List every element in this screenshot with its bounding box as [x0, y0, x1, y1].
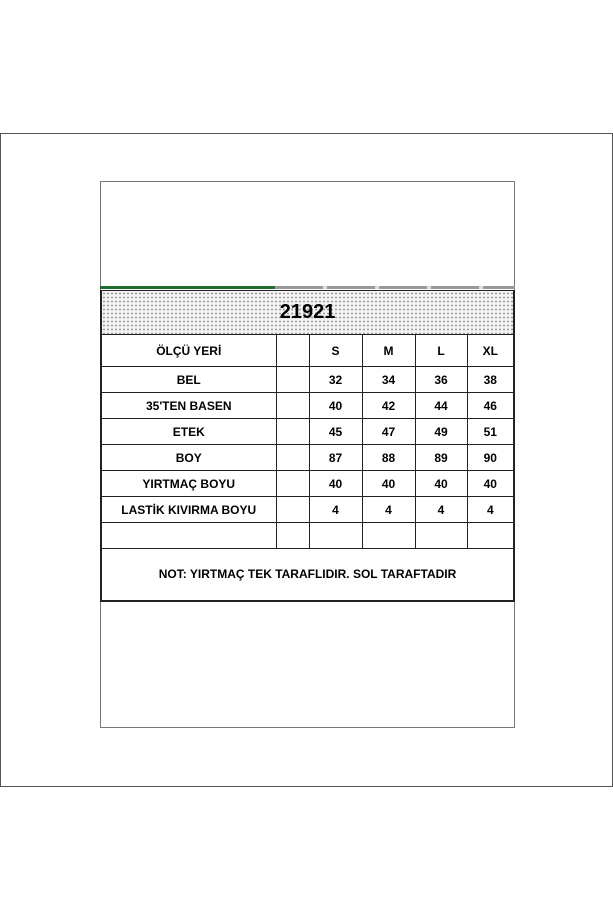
header-size-l: L	[415, 335, 467, 367]
table-row	[101, 393, 514, 419]
blank-cell	[276, 497, 309, 523]
grey-strip	[275, 286, 515, 289]
value-cell: 40	[309, 393, 362, 419]
product-code-title: 21921	[101, 291, 514, 335]
blank-cell	[276, 419, 309, 445]
value-cell: 40	[415, 471, 467, 497]
value-cell: 40	[467, 471, 514, 497]
table-row	[101, 497, 514, 523]
value-cell: 46	[467, 393, 514, 419]
empty-cell	[415, 523, 467, 549]
title-row	[101, 291, 514, 335]
row-label: BEL	[101, 367, 276, 393]
blank-cell	[276, 445, 309, 471]
value-cell: 45	[309, 419, 362, 445]
value-cell: 40	[309, 471, 362, 497]
value-cell: 42	[362, 393, 415, 419]
header-row	[101, 335, 514, 367]
size-table	[100, 290, 515, 602]
empty-cell	[467, 523, 514, 549]
header-blank-cell	[276, 335, 309, 367]
value-cell: 89	[415, 445, 467, 471]
empty-cell	[101, 523, 276, 549]
header-label-cell: ÖLÇÜ YERİ	[101, 335, 276, 367]
value-cell: 51	[467, 419, 514, 445]
value-cell: 90	[467, 445, 514, 471]
note-row	[101, 549, 514, 601]
table-row	[101, 471, 514, 497]
value-cell: 38	[467, 367, 514, 393]
row-label: ETEK	[101, 419, 276, 445]
value-cell: 47	[362, 419, 415, 445]
value-cell: 40	[362, 471, 415, 497]
value-cell: 4	[362, 497, 415, 523]
empty-cell	[309, 523, 362, 549]
row-label: 35'TEN BASEN	[101, 393, 276, 419]
header-size-m: M	[362, 335, 415, 367]
value-cell: 34	[362, 367, 415, 393]
row-label: YIRTMAÇ BOYU	[101, 471, 276, 497]
empty-row	[101, 523, 514, 549]
value-cell: 32	[309, 367, 362, 393]
row-label: BOY	[101, 445, 276, 471]
table-row	[101, 367, 514, 393]
header-size-xl: XL	[467, 335, 514, 367]
header-size-s: S	[309, 335, 362, 367]
value-cell: 49	[415, 419, 467, 445]
blank-cell	[276, 393, 309, 419]
table-row	[101, 419, 514, 445]
empty-cell	[362, 523, 415, 549]
blank-cell	[276, 367, 309, 393]
blank-cell	[276, 471, 309, 497]
green-strip	[100, 286, 275, 289]
table-row	[101, 445, 514, 471]
value-cell: 44	[415, 393, 467, 419]
value-cell: 36	[415, 367, 467, 393]
value-cell: 4	[467, 497, 514, 523]
value-cell: 88	[362, 445, 415, 471]
note-text: NOT: YIRTMAÇ TEK TARAFLIDIR. SOL TARAFTADIR	[101, 549, 514, 601]
value-cell: 87	[309, 445, 362, 471]
row-label: LASTİK KIVIRMA BOYU	[101, 497, 276, 523]
empty-cell	[276, 523, 309, 549]
value-cell: 4	[309, 497, 362, 523]
value-cell: 4	[415, 497, 467, 523]
